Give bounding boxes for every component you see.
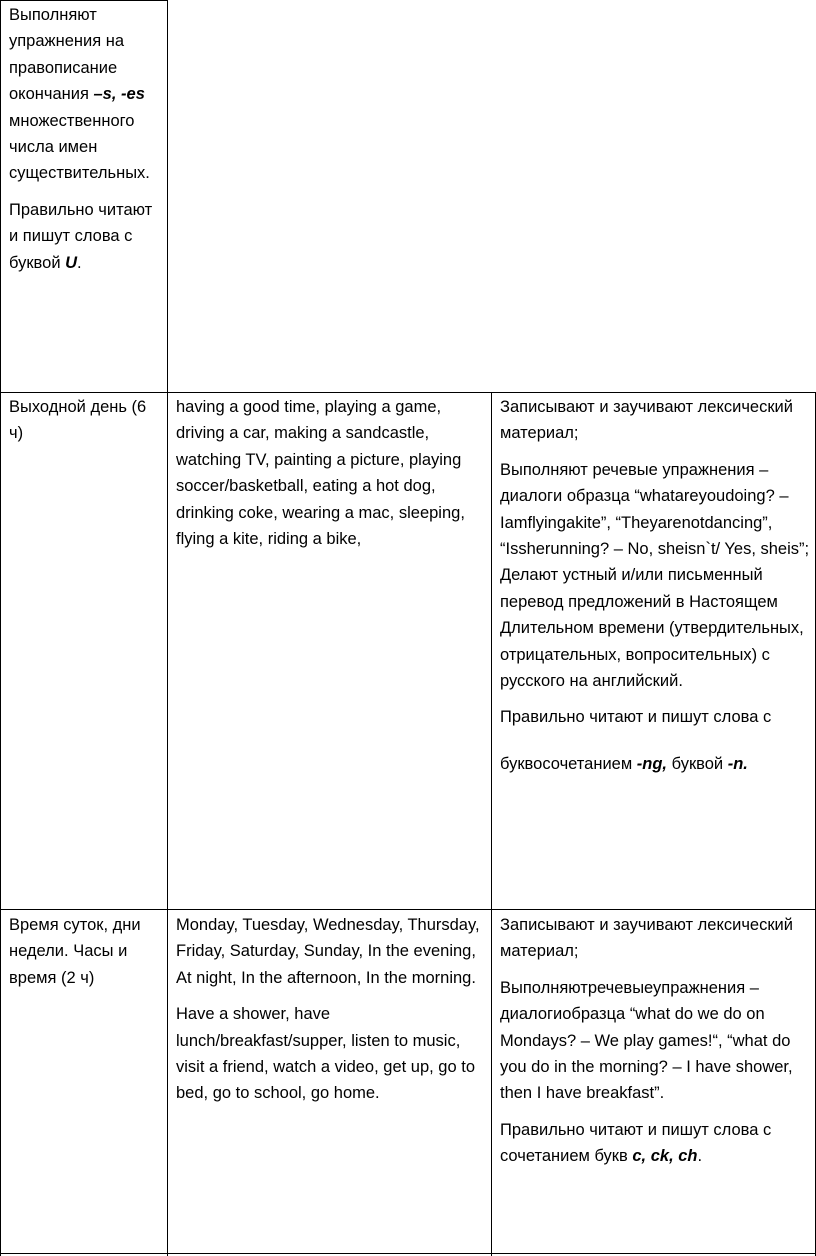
table-border [0, 1253, 816, 1254]
table-cell [176, 912, 486, 1117]
cell-paragraph: Правильно читают и пишут слова с буквой U. [9, 200, 153, 272]
cell-paragraph: Выполняют упражнения на правописание окончания –s, -es множественного числа имен существительных. [9, 6, 150, 183]
table-cell [176, 394, 486, 562]
cell-paragraph: Записывают и заучивают лексический материал; [500, 398, 793, 443]
cell-paragraph: Выполняют речевые упражнения – диалоги образца “whatareyoudoing? – Iamflyingakite”, “Theyarenotdancing”, “Issherunning? – No, sheisn`t/ Yes, sheis”; Делают устный и/или письменный перевод предложений в Настоящем Длительном времени (утвердительных, отрицательных, вопросительных) с русского на английский. [500, 460, 810, 691]
table-border [0, 909, 816, 910]
table-border [0, 0, 1, 1256]
cell-paragraph: Правильно читают и пишут слова с [500, 708, 772, 727]
topic-title: Выходной день (6 ч) [9, 398, 147, 443]
table-cell [500, 394, 810, 787]
vocabulary-list: Have a shower, have lunch/breakfast/supper, listen to music, visit a friend, watch a video, get up, go to bed, go to school, go home. [176, 1005, 476, 1103]
cell-paragraph: буквосочетанием -ng, буквой -n. [500, 754, 748, 773]
table-border [167, 0, 168, 1256]
cell-paragraph: Выполняютречевыеупражнения – диалогиобразца “what do we do on Mondays? – We play games!“, “what do you do in the morning? – I have shower, then I have breakfast”. [500, 978, 793, 1103]
table-cell [500, 912, 810, 1180]
vocabulary-list: having a good time, playing a game, driving a car, making a sandcastle, watching TV, painting a picture, playing soccer/basketball, eating a hot dog, drinking coke, wearing a mac, sleeping, flying a kite, riding a bike, [176, 398, 465, 549]
topic-title: Время суток, дни недели. Часы и время (2 ч) [9, 916, 141, 987]
table-border [0, 0, 168, 1]
table-cell [9, 394, 163, 457]
table-cell [9, 912, 163, 1001]
cell-paragraph: Записывают и заучивают лексический материал; [500, 916, 793, 961]
table-cell [9, 2, 163, 286]
table-border [491, 392, 492, 1256]
vocabulary-list: Monday, Tuesday, Wednesday, Thursday, Friday, Saturday, Sunday, In the evening, At night, In the afternoon, In the morning. [176, 916, 480, 987]
cell-paragraph: Правильно читают и пишут слова с сочетанием букв c, ck, ch. [500, 1120, 772, 1166]
table-border [0, 392, 816, 393]
